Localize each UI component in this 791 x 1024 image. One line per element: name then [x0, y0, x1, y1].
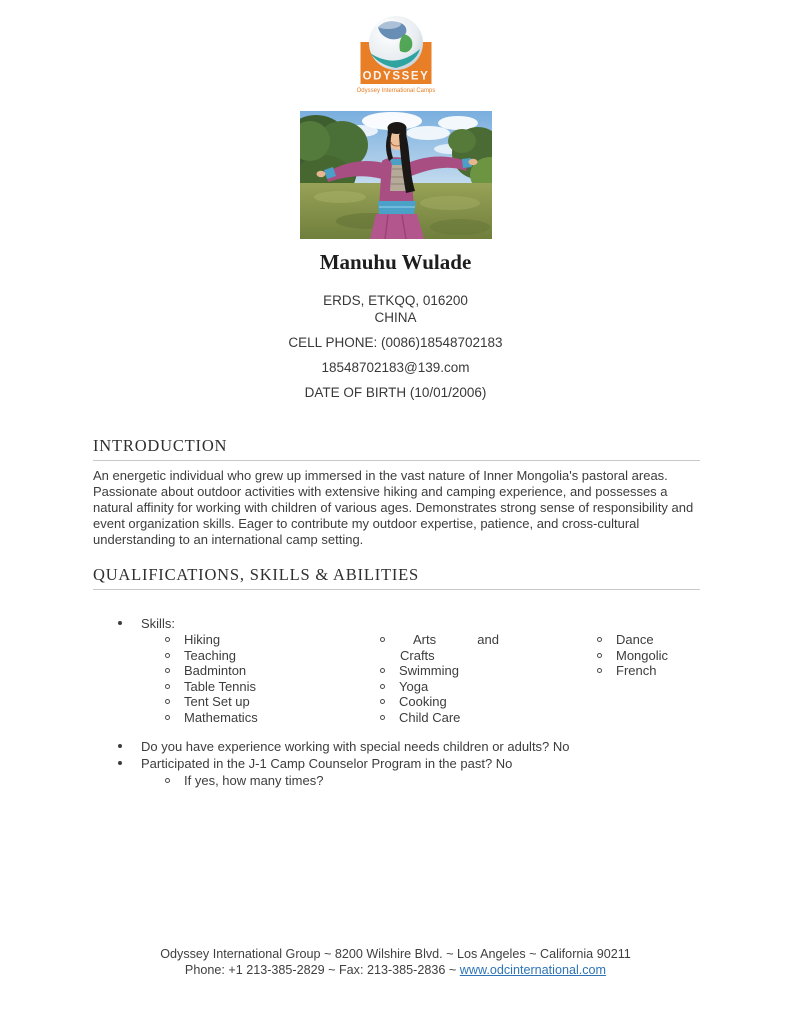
- skill-label: Mongolic: [616, 647, 669, 663]
- skill-label: Hiking: [184, 632, 221, 647]
- skill-label: Arts: [413, 632, 437, 647]
- circle-bullet-icon: [165, 653, 170, 658]
- circle-bullet-icon: [165, 684, 170, 689]
- skill-item: [165, 648, 258, 664]
- applicant-photo: [300, 111, 492, 239]
- circle-bullet-icon: [380, 668, 385, 673]
- skill-label: Cooking: [399, 694, 447, 709]
- question-special-needs: [93, 738, 700, 755]
- introduction-text: An energetic individual who grew up immersed in the vast nature of Inner Mongolia's pastoral areas. Passionate about outdoor activities with extensive hiking and camping experience, and possesses a natural affinity for working with children of various ages. Demonstrates strong sense of responsibility and event organization skills. Eager to contribute my outdoor expertise, patience, and cross-cultural understanding to an international camp setting.: [93, 468, 694, 547]
- skill-label: French: [616, 663, 657, 678]
- sub-question-how-many-times: [93, 772, 700, 789]
- skill-item: [165, 632, 258, 648]
- logo-wordmark: ODYSSEY: [362, 70, 429, 83]
- email-address: 18548702183@139.com: [321, 360, 470, 375]
- skills-column-1: [165, 632, 258, 725]
- skills-label: Skills:: [141, 616, 175, 631]
- section-divider: [93, 460, 700, 461]
- circle-bullet-icon: [597, 668, 602, 673]
- skill-label: and: [477, 632, 499, 647]
- footer-contact-line: [0, 962, 791, 978]
- circle-bullet-icon: [165, 668, 170, 673]
- skill-item: [165, 679, 258, 695]
- questions-block: [93, 738, 700, 790]
- skill-label: Crafts: [400, 647, 435, 663]
- skill-label: Badminton: [184, 663, 247, 678]
- section-title-introduction: INTRODUCTION: [93, 436, 228, 455]
- section-divider: [93, 589, 700, 590]
- skill-item: [597, 648, 668, 664]
- skill-item: [165, 663, 258, 679]
- skill-item: [380, 663, 499, 679]
- circle-bullet-icon: [380, 684, 385, 689]
- skills-column-3: [597, 632, 668, 679]
- skill-label: Swimming: [399, 663, 459, 678]
- footer-phone-fax: Phone: +1 213-385-2829 ~ Fax: 213-385-2836 ~: [184, 963, 460, 977]
- question-j1-program: [93, 755, 700, 772]
- footer-address: Odyssey International Group ~ 8200 Wilshire Blvd. ~ Los Angeles ~ California 90211: [160, 947, 631, 961]
- skill-label: Child Care: [399, 709, 461, 725]
- question-text: Do you have experience working with special needs children or adults? No: [141, 739, 570, 754]
- skill-label: Teaching: [184, 647, 237, 663]
- circle-bullet-icon: [165, 699, 170, 704]
- main-content: [93, 436, 700, 790]
- circle-bullet-icon: [597, 653, 602, 658]
- company-logo: [0, 0, 791, 102]
- skills-columns: [93, 632, 700, 728]
- odyssey-logo-graphic: [348, 13, 444, 97]
- skill-item: [597, 663, 668, 679]
- question-text: If yes, how many times?: [184, 773, 324, 789]
- skill-item: [380, 694, 499, 710]
- skill-label: Table Tennis: [184, 678, 257, 694]
- footer-website-link[interactable]: www.odcinternational.com: [459, 963, 607, 977]
- skill-item: [380, 679, 499, 695]
- contact-block: [0, 292, 791, 401]
- circle-bullet-icon: [165, 715, 170, 720]
- skill-item: [165, 710, 258, 726]
- date-of-birth: DATE OF BIRTH (10/01/2006): [304, 385, 487, 400]
- skill-label: Tent Set up: [184, 694, 250, 709]
- cell-phone: CELL PHONE: (0086)18548702183: [288, 335, 503, 350]
- circle-bullet-icon: [597, 637, 602, 642]
- circle-bullet-icon: [380, 715, 385, 720]
- circle-bullet-icon: [380, 699, 385, 704]
- circle-bullet-icon: [165, 637, 170, 642]
- page-footer: [0, 946, 791, 978]
- skill-item: [165, 694, 258, 710]
- address-line: ERDS, ETKQQ, 016200: [323, 293, 468, 308]
- applicant-name: Manuhu Wulade: [319, 250, 472, 274]
- skills-column-2: [380, 632, 499, 725]
- skills-column-2-rest: [380, 663, 499, 725]
- logo-tagline: Odyssey International Camps: [356, 88, 435, 94]
- question-text: Participated in the J-1 Camp Counselor Program in the past? No: [141, 756, 513, 772]
- skills-label-row: [93, 616, 700, 632]
- skill-label: Dance: [616, 632, 654, 647]
- skill-item-continuation: [380, 648, 499, 664]
- address-country: CHINA: [374, 310, 417, 325]
- skill-label: Yoga: [399, 678, 429, 694]
- skill-item: [597, 632, 668, 648]
- section-title-qualifications: QUALIFICATIONS, SKILLS & ABILITIES: [93, 565, 420, 584]
- skill-item: [380, 710, 499, 726]
- circle-bullet-icon: [380, 637, 385, 642]
- skill-label: Mathematics: [184, 709, 258, 725]
- skill-item-arts-and-crafts: [380, 632, 499, 648]
- globe-icon: [369, 16, 423, 70]
